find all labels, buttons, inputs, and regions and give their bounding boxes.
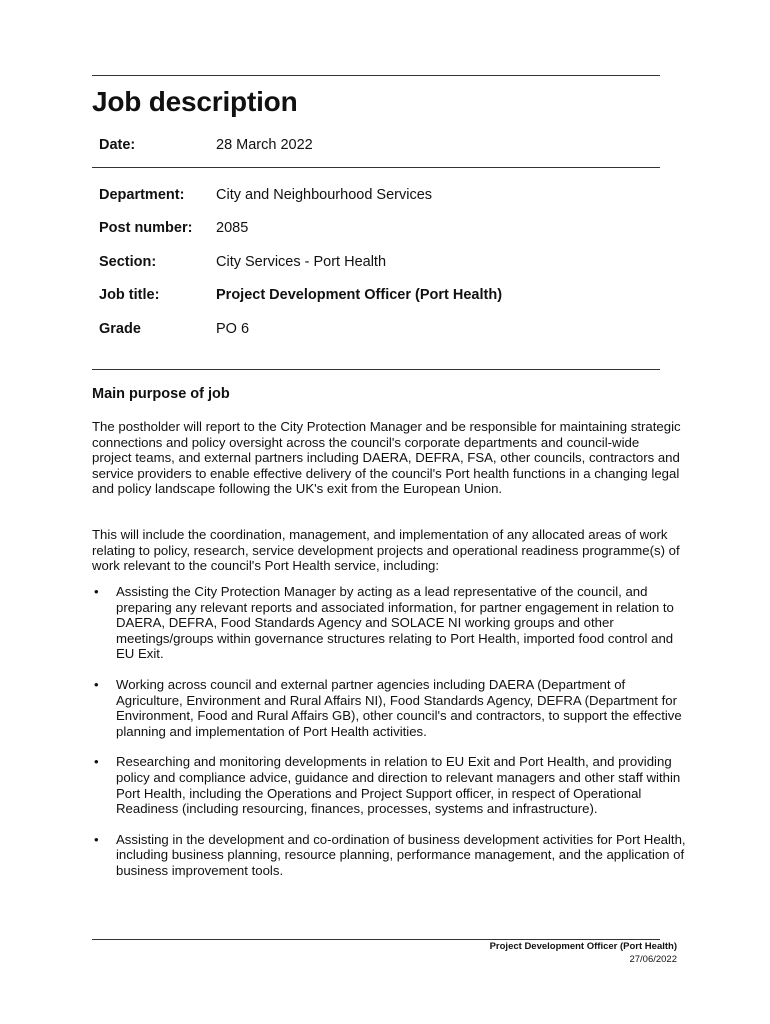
- post-number-label: Post number:: [99, 220, 193, 236]
- footer-title: Project Development Officer (Port Health): [489, 941, 677, 952]
- date-label: Date:: [99, 137, 136, 153]
- department-label: Department:: [99, 187, 185, 203]
- main-purpose-heading: Main purpose of job: [92, 386, 230, 402]
- list-item-text: Assisting in the development and co-ordination of business development activities for Port Health, including business planning, resource planning, performance management, and the application of business improvement tools.: [116, 831, 686, 878]
- job-title-label: Job title:: [99, 287, 160, 303]
- department-value: City and Neighbourhood Services: [216, 187, 433, 203]
- scope-paragraph: This will include the coordination, management, and implementation of any allocated areas of work relating to policy, research, service development projects and operational readiness programme(s) of work relevant to the council's Port Health service, including:: [92, 527, 680, 574]
- top-rule: [92, 75, 660, 76]
- date-value: 28 March 2022: [216, 137, 313, 153]
- list-item: [92, 754, 692, 816]
- header-divider: [92, 167, 660, 168]
- section-value: City Services - Port Health: [216, 254, 387, 270]
- bullet-icon: •: [94, 831, 99, 847]
- post-number-value: 2085: [216, 220, 249, 236]
- footer-date: 27/06/2022: [629, 954, 677, 965]
- details-divider: [92, 369, 660, 370]
- job-title-value: Project Development Officer (Port Health): [216, 287, 503, 303]
- page-title: Job description: [92, 86, 298, 117]
- grade-value: PO 6: [216, 321, 250, 337]
- section-label: Section:: [99, 254, 157, 270]
- bullet-icon: •: [94, 754, 99, 770]
- grade-label: Grade: [99, 321, 141, 337]
- list-item: [92, 677, 692, 739]
- bullet-icon: •: [94, 676, 99, 692]
- main-purpose-paragraph: The postholder will report to the City Protection Manager and be responsible for maintaining strategic connections and policy oversight across the council's corporate departments and council-wide project teams, and external partners including DAERA, DEFRA, FSA, other councils, contractors and service providers to enable effective delivery of the council's Port health functions in a changing legal and policy landscape following the UK's exit from the European Union.: [92, 419, 681, 497]
- list-item: [92, 584, 692, 662]
- list-item-text: Working across council and external partner agencies including DAERA (Department of Agriculture, Environment and Rural Affairs NI), Food Standards Agency, DEFRA (Department for Environment, Food and Rural Affairs GB), other council's and contractors, to support the effective planning and implementation of Port Health activities.: [116, 676, 682, 739]
- list-item: [92, 832, 692, 879]
- list-item-text: Researching and monitoring developments in relation to EU Exit and Port Health, and providing policy and compliance advice, guidance and direction to relevant managers and other staff within Port Health, including the Operations and Project Support officer, in respect of Operational Readiness (including resourcing, finances, processes, systems and infrastructure).: [116, 754, 681, 817]
- duties-list: [92, 584, 692, 894]
- list-item-text: Assisting the City Protection Manager by acting as a lead representative of the council, and preparing any relevant reports and associated information, for partner engagement in relation to DAERA, DEFRA, Food Standards Agency and SOLACE NI working groups and other meetings/groups within governance structures relating to Port Health, imported food control and EU Exit.: [116, 584, 674, 662]
- bullet-icon: •: [94, 584, 99, 599]
- footer-rule: [92, 939, 660, 940]
